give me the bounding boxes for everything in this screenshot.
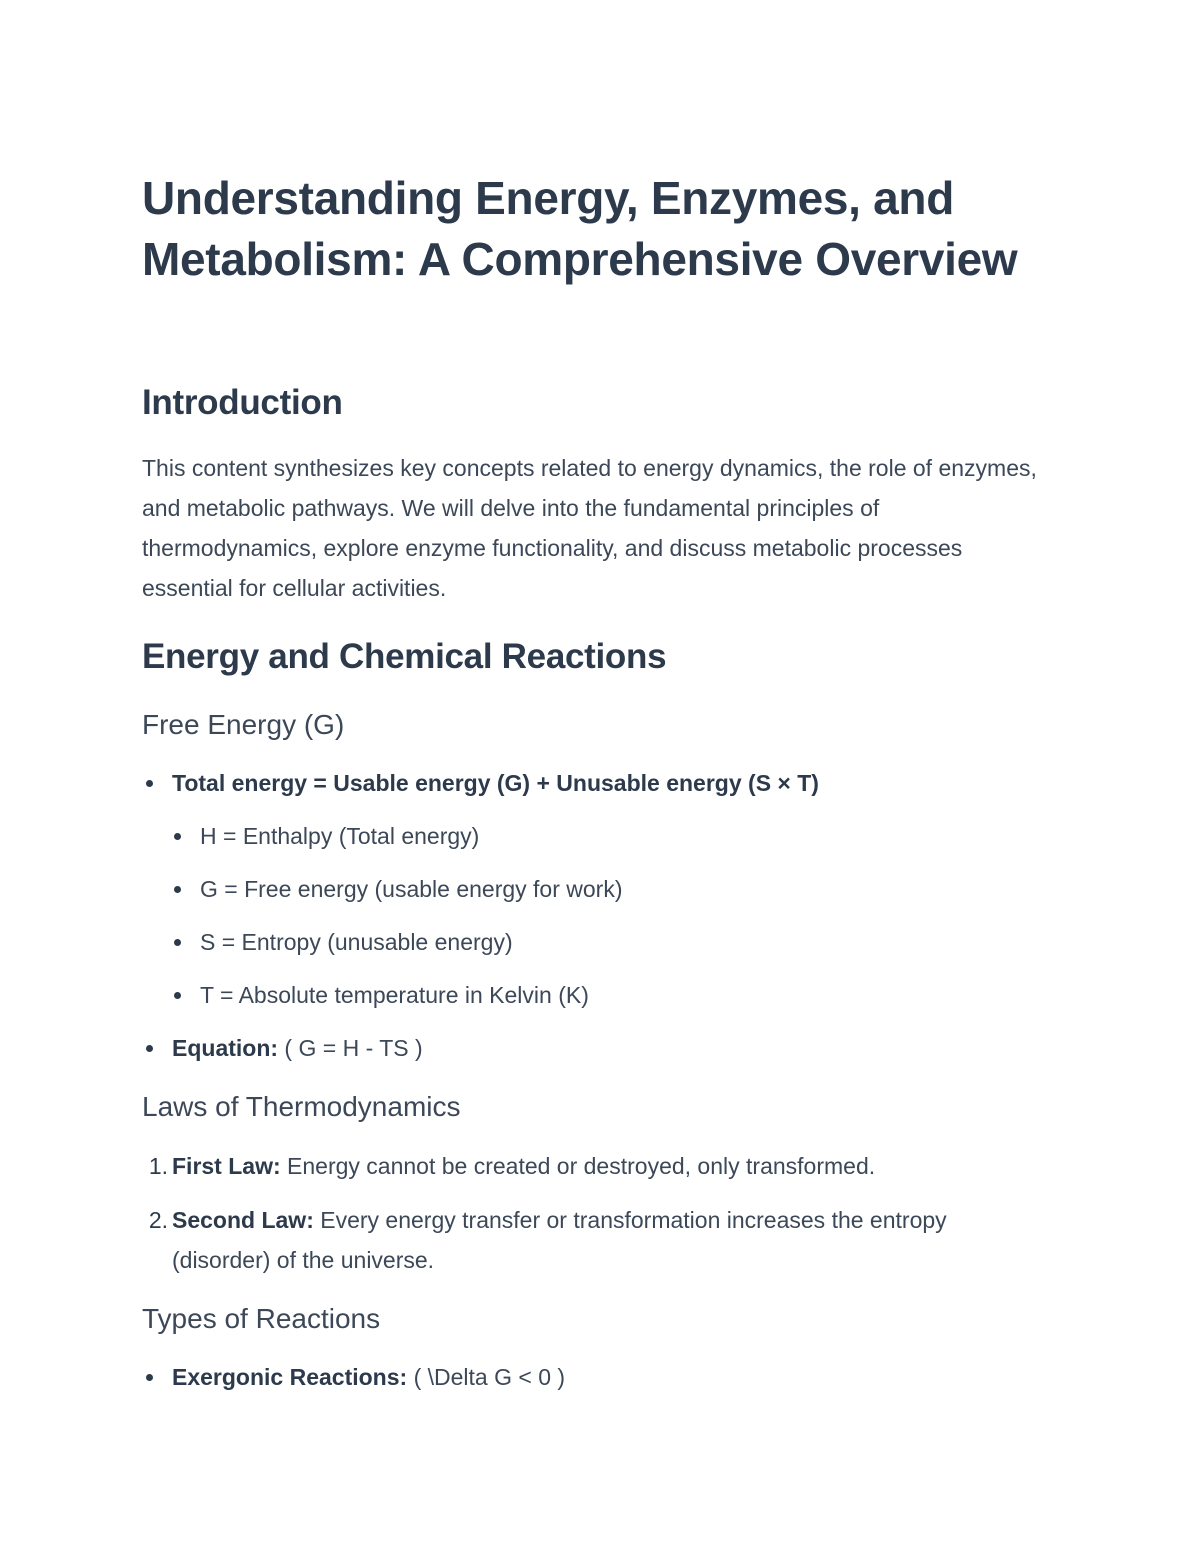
reaction-item [172,1357,1052,1397]
law-text: Energy cannot be created or destroyed, only transformed. [280,1153,876,1179]
total-energy-text: Total energy = Usable energy (G) + Unusable energy (S × T) [172,770,819,796]
document-title: Understanding Energy, Enzymes, and Metabolism: A Comprehensive Overview [142,172,1018,285]
reaction-text: ( \Delta G < 0 ) [407,1364,566,1390]
free-energy-heading: Free Energy (G) [142,709,345,740]
definition-item [200,922,1080,962]
reaction-label: Exergonic Reactions: [172,1364,408,1390]
definition-text: G = Free energy (usable energy for work) [200,876,623,902]
energy-reactions-heading: Energy and Chemical Reactions [142,637,667,676]
bullet-icon [146,780,153,787]
introduction-heading: Introduction [142,383,343,422]
law-label: First Law: [172,1153,281,1179]
reaction-types-heading: Types of Reactions [142,1303,381,1334]
equation-item [172,1028,1052,1068]
bullet-icon [174,886,181,893]
definition-item [200,869,1080,909]
bullet-icon [174,833,181,840]
definition-text: H = Enthalpy (Total energy) [200,823,480,849]
law-item [148,1146,1052,1186]
definition-text: T = Absolute temperature in Kelvin (K) [200,982,589,1008]
equation-label: Equation: [172,1035,279,1061]
definition-text: S = Entropy (unusable energy) [200,929,513,955]
law-label: Second Law: [172,1207,314,1233]
list-number: 2. [148,1207,168,1233]
bullet-icon [146,1045,153,1052]
bullet-icon [174,939,181,946]
bullet-icon [146,1374,153,1381]
total-energy-item [172,763,1052,803]
laws-heading: Laws of Thermodynamics [142,1091,461,1122]
definition-item [200,816,1080,856]
law-item [148,1200,1012,1280]
law-text: Every energy transfer or transformation increases the entropy (disorder) of the universe. [172,1207,947,1273]
list-number: 1. [148,1153,168,1179]
definition-item [200,975,1080,1015]
bullet-icon [174,992,181,999]
introduction-paragraph: This content synthesizes key concepts related to energy dynamics, the role of enzymes, and metabolic pathways. We will delve into the fundamental principles of thermodynamics, explore enzyme functionality, and discuss metabolic processes essential for cellular activities. [142,455,1037,601]
equation-text: ( G = H - TS ) [278,1035,423,1061]
